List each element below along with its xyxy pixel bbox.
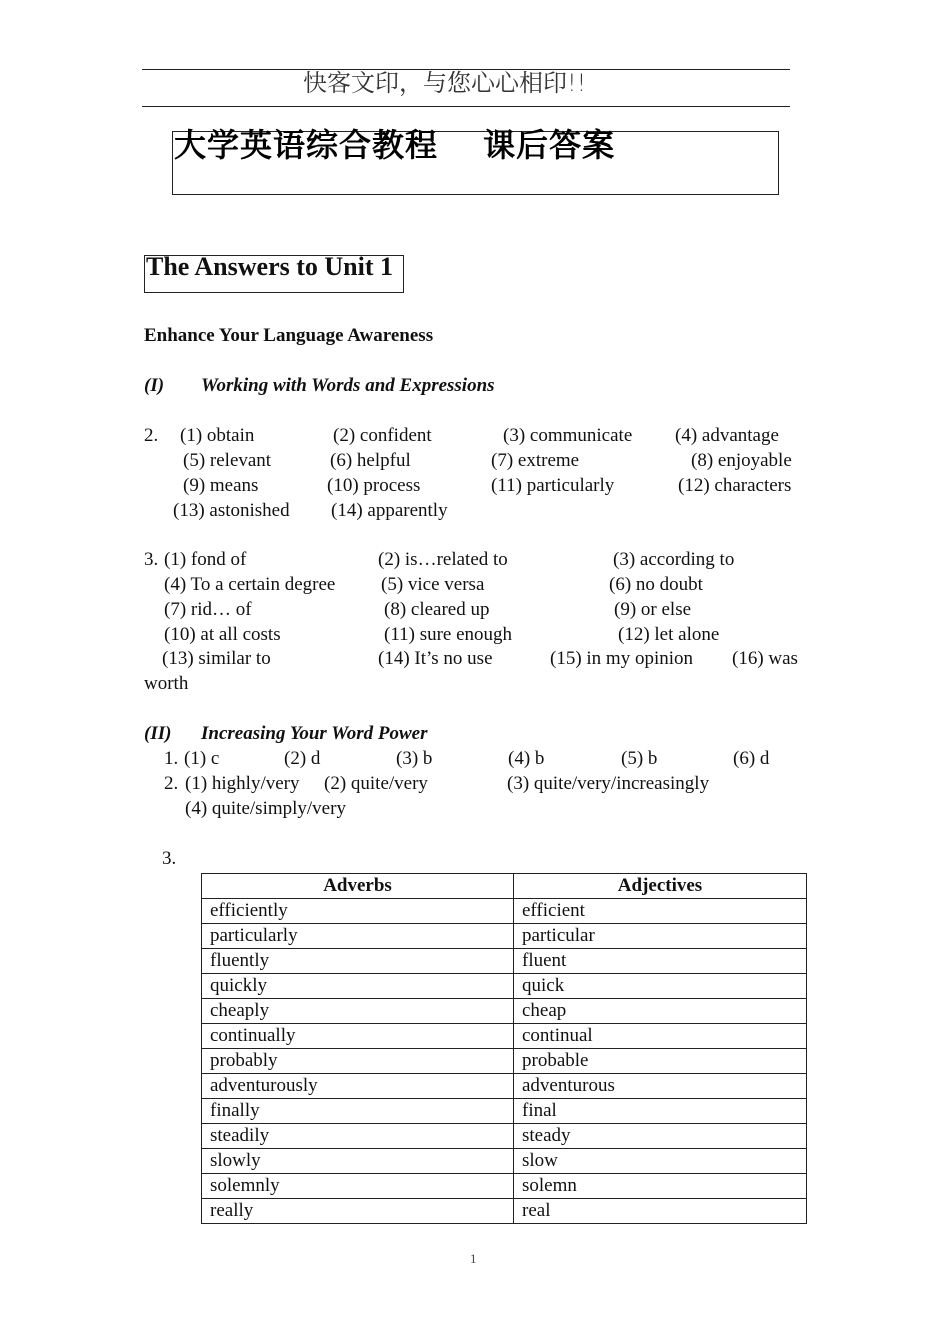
answer-item: (2) is…related to — [378, 549, 508, 570]
part1-q3-label: 3. — [144, 549, 159, 570]
answer-item: (1) obtain — [180, 425, 255, 446]
answer-item: (12) characters — [678, 475, 792, 496]
answer-item: (3) communicate — [503, 425, 633, 446]
answer-item: (3) according to — [613, 549, 735, 570]
part1-title: Working with Words and Expressions — [201, 375, 495, 396]
table-row — [202, 1099, 807, 1124]
part1-q2-label: 2. — [144, 425, 159, 446]
table-row — [202, 899, 807, 924]
answer-item: (6) no doubt — [609, 574, 703, 595]
answer-item: (13) astonished — [173, 500, 290, 521]
table-cell: cheap — [514, 999, 807, 1024]
column-header-adjectives: Adjectives — [514, 874, 807, 899]
answer-item: (1) c — [184, 748, 220, 769]
answer-item: (4) To a certain degree — [164, 574, 336, 595]
table-cell: fluently — [202, 949, 514, 974]
answer-item: (13) similar to — [162, 648, 271, 669]
table-cell: solemnly — [202, 1174, 514, 1199]
table-header-row — [202, 874, 807, 899]
table-cell: real — [514, 1199, 807, 1224]
answer-item: (1) fond of — [164, 549, 247, 570]
table-cell: steady — [514, 1124, 807, 1149]
answer-item: (2) quite/very — [324, 773, 428, 794]
table-cell: finally — [202, 1099, 514, 1124]
table-cell: cheaply — [202, 999, 514, 1024]
part2-q3-label: 3. — [162, 848, 177, 869]
answer-item: (2) confident — [333, 425, 432, 446]
answer-item: (1) highly/very — [185, 773, 300, 794]
part2-q2-label: 2. — [164, 773, 179, 794]
answer-item: (10) at all costs — [164, 624, 281, 645]
answer-item: (5) vice versa — [381, 574, 485, 595]
answer-item: (16) was — [732, 648, 798, 669]
answer-item: (5) relevant — [183, 450, 272, 471]
table-cell: particularly — [202, 924, 514, 949]
document-title: 大学英语综合教程 课后答案 — [174, 126, 616, 164]
table-cell: adventurously — [202, 1074, 514, 1099]
part2-number: (II) — [144, 723, 172, 744]
answer-item: (12) let alone — [618, 624, 720, 645]
part2-title: Increasing Your Word Power — [201, 723, 428, 744]
table-cell: adventurous — [514, 1074, 807, 1099]
table-row — [202, 974, 807, 999]
answer-item: (6) helpful — [330, 450, 411, 471]
adverbs-adjectives-table — [201, 873, 807, 1224]
table-cell: probable — [514, 1049, 807, 1074]
table-cell: final — [514, 1099, 807, 1124]
table-row — [202, 924, 807, 949]
answer-item: (5) b — [621, 748, 658, 769]
table-cell: efficiently — [202, 899, 514, 924]
table-cell: particular — [514, 924, 807, 949]
part1-number: (I) — [144, 375, 165, 396]
answer-item: (4) advantage — [675, 425, 779, 446]
header-rule-bottom — [142, 106, 790, 107]
answer-item: (14) apparently — [331, 500, 448, 521]
answer-item: (9) or else — [614, 599, 692, 620]
table-cell: continually — [202, 1024, 514, 1049]
answer-item: (7) rid… of — [164, 599, 252, 620]
answer-item: (2) d — [284, 748, 321, 769]
answer-item: (14) It’s no use — [378, 648, 493, 669]
table-cell: steadily — [202, 1124, 514, 1149]
table-row — [202, 1199, 807, 1224]
answer-item: (7) extreme — [491, 450, 580, 471]
table-cell: really — [202, 1199, 514, 1224]
answer-item: (3) quite/very/increasingly — [507, 773, 710, 794]
table-cell: continual — [514, 1024, 807, 1049]
table-row — [202, 1049, 807, 1074]
answer-item: (4) quite/simply/very — [185, 798, 346, 819]
table-row — [202, 1024, 807, 1049]
table-cell: fluent — [514, 949, 807, 974]
part2-q1-label: 1. — [164, 748, 179, 769]
table-row — [202, 1124, 807, 1149]
table-cell: quickly — [202, 974, 514, 999]
answer-item: (3) b — [396, 748, 433, 769]
table-row — [202, 949, 807, 974]
answer-item: (8) cleared up — [384, 599, 490, 620]
answer-item: (10) process — [327, 475, 421, 496]
answer-wrap: worth — [144, 673, 189, 694]
answer-item: (9) means — [183, 475, 259, 496]
page-number: 1 — [470, 1251, 477, 1266]
table-row — [202, 999, 807, 1024]
unit-title: The Answers to Unit 1 — [146, 252, 394, 281]
answer-item: (11) sure enough — [384, 624, 513, 645]
table-cell: slowly — [202, 1149, 514, 1174]
section-heading: Enhance Your Language Awareness — [144, 325, 434, 346]
table-cell: probably — [202, 1049, 514, 1074]
table-cell: efficient — [514, 899, 807, 924]
column-header-adverbs: Adverbs — [202, 874, 514, 899]
table-row — [202, 1074, 807, 1099]
answer-item: (15) in my opinion — [550, 648, 694, 669]
table-row — [202, 1149, 807, 1174]
table-cell: solemn — [514, 1174, 807, 1199]
table-cell: slow — [514, 1149, 807, 1174]
answer-item: (11) particularly — [491, 475, 615, 496]
table-row — [202, 1174, 807, 1199]
answer-item: (8) enjoyable — [691, 450, 792, 471]
answer-item: (4) b — [508, 748, 545, 769]
header-text: 快客文印，与您心心相印!! — [303, 69, 587, 97]
table-cell: quick — [514, 974, 807, 999]
answer-item: (6) d — [733, 748, 770, 769]
